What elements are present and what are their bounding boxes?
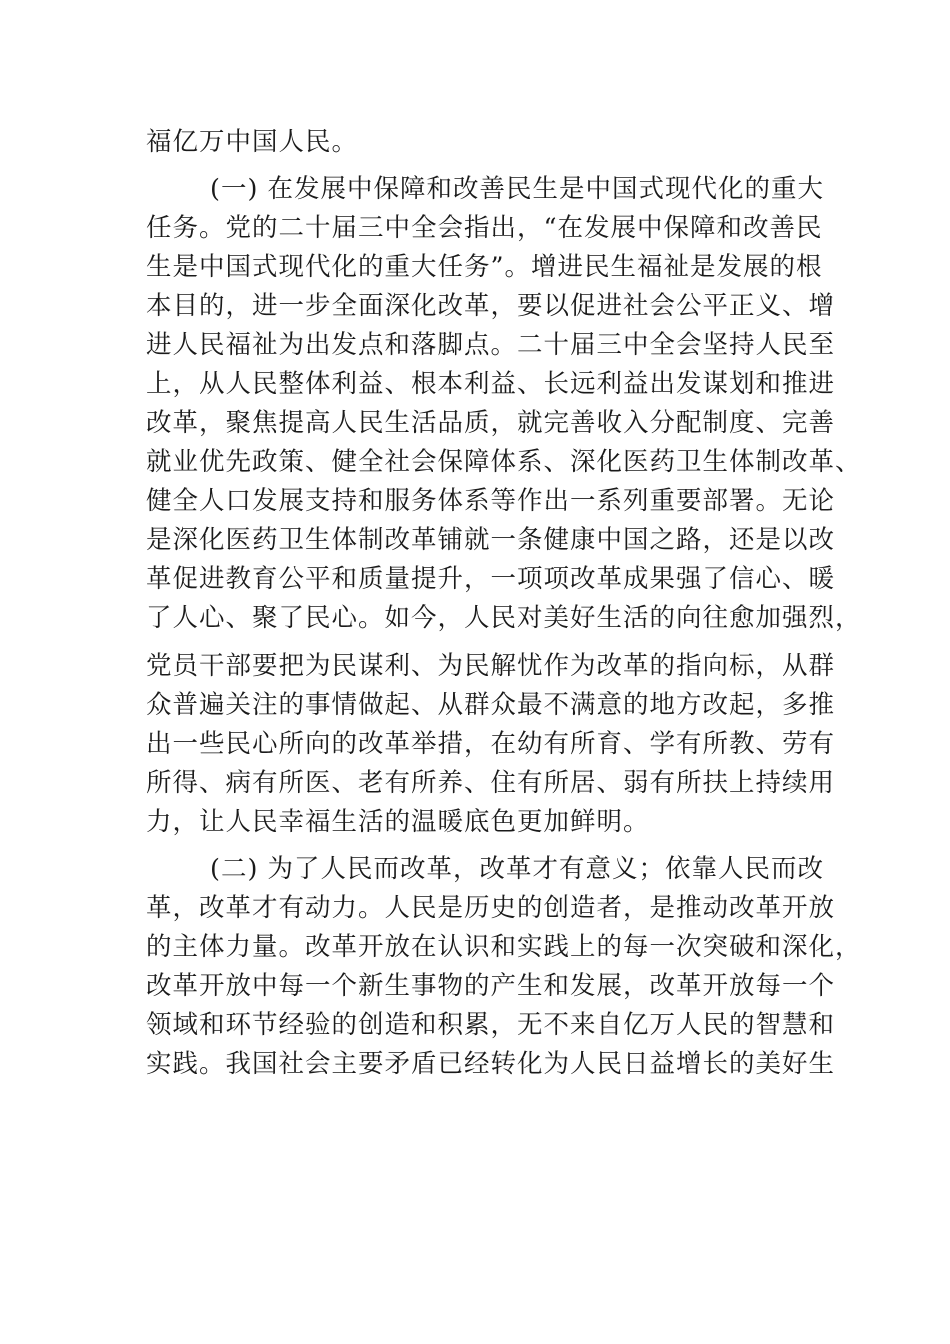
section-2-heading-line: (二) 为了人民而改革，改革才有意义；依靠人民而改 — [210, 854, 825, 884]
text-line: 上，从人民整体利益、根本利益、长远利益出发谋划和推进 — [146, 369, 836, 399]
text-line: 是深化医药卫生体制改革铺就一条健康中国之路，还是以改 — [146, 525, 836, 555]
text-line: 本目的，进一步全面深化改革，要以促进社会公平正义、增 — [146, 291, 836, 321]
text-line: 众普遍关注的事情做起、从群众最不满意的地方改起，多推 — [146, 690, 836, 720]
text-line: 福亿万中国人民。 — [146, 127, 359, 157]
text-line: 实践。我国社会主要矛盾已经转化为人民日益增长的美好生 — [146, 1049, 836, 1079]
text-line: 改革，聚焦提高人民生活品质，就完善收入分配制度、完善 — [146, 408, 836, 438]
text-line: 领域和环节经验的创造和积累，无不来自亿万人民的智慧和 — [146, 1010, 836, 1040]
text-line: 力，让人民幸福生活的温暖底色更加鲜明。 — [146, 807, 650, 837]
text-line: 生是中国式现代化的重大任务”。增进民生福祉是发展的根 — [146, 252, 823, 282]
text-line: 就业优先政策、健全社会保障体系、深化医药卫生体制改革、 — [146, 447, 862, 477]
text-line: 党员干部要把为民谋利、为民解忧作为改革的指向标，从群 — [146, 651, 836, 681]
text-line: 改革开放中每一个新生事物的产生和发展，改革开放每一个 — [146, 971, 836, 1001]
text-line: 的主体力量。改革开放在认识和实践上的每一次突破和深化， — [146, 932, 862, 962]
text-line: 所得、病有所医、老有所养、住有所居、弱有所扶上持续用 — [146, 768, 836, 798]
text-line: 进人民福祉为出发点和落脚点。二十届三中全会坚持人民至 — [146, 330, 836, 360]
text-line: 革促进教育公平和质量提升，一项项改革成果强了信心、暖 — [146, 564, 836, 594]
text-line: 革，改革才有动力。人民是历史的创造者，是推动改革开放 — [146, 893, 836, 923]
text-line: 出一些民心所向的改革举措，在幼有所育、学有所教、劳有 — [146, 729, 836, 759]
section-1-heading-line: (一) 在发展中保障和改善民生是中国式现代化的重大 — [210, 174, 825, 204]
text-line: 健全人口发展支持和服务体系等作出一系列重要部署。无论 — [146, 486, 836, 516]
text-line: 任务。党的二十届三中全会指出，“在发展中保障和改善民 — [146, 213, 823, 243]
text-line: 了人心、聚了民心。如今，人民对美好生活的向往愈加强烈， — [146, 603, 862, 633]
